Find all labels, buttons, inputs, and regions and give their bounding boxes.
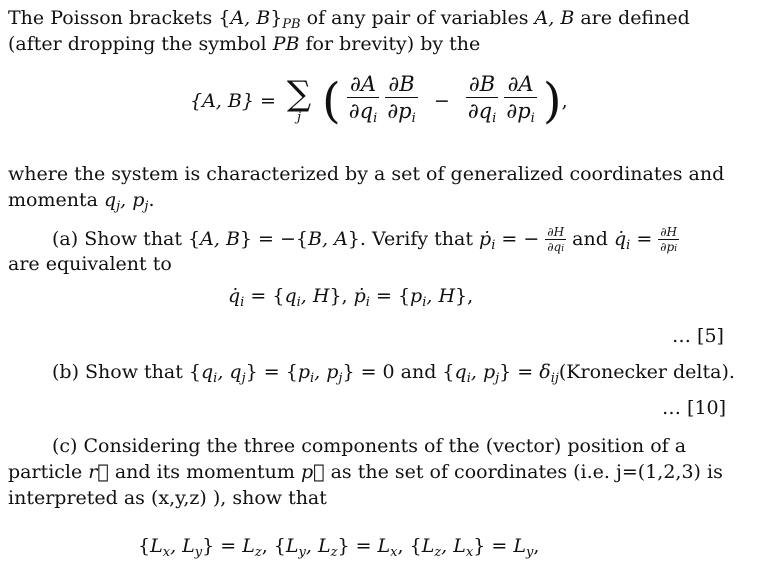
fraction: $\frac{\partial B}{\partial p_i}$	[387, 71, 416, 126]
fraction: $\frac{\partial A}{\partial p_i}$	[506, 71, 535, 126]
intro-line-1: The Poisson brackets {A, $B\}_{PB}$ of any pair of variables A, B are defined	[8, 7, 690, 32]
fraction: $\frac{\partial H}{\partial pi}$	[660, 224, 678, 254]
intro-line-2: (after dropping the symbol PB for brevity) by the	[8, 33, 481, 55]
part-c-line-1: (c) Considering the three components of the (vector) position of a	[52, 435, 687, 457]
system-description-line-1: where the system is characterized by a set of generalized coordinates and	[8, 163, 725, 185]
angular-momentum-brackets: {$L_x$, $L_y\} = L_z$, {$L_y$, $L_z\} = L_x$, {$L_z$, $L_x\} = L_y$,	[138, 535, 540, 560]
part-a-question: (a) Show that {A, B} = −{B, A}. Verify that ṗ$_i$ = − $\frac{\partial H}{\partial qi}$ and $q̇_i$ = $\frac{\partial H}{\partial pi}$	[52, 224, 678, 254]
part-c-line-2: particle r⃗ and its momentum p⃗ as the set of coordinates (i.e. j=(1,2,3) is	[8, 461, 723, 483]
part-b-marks: … [10]	[662, 397, 727, 419]
hamilton-equations: $q̇_i = \{q_i$, H}, ṗ$_i$ = {$p_i$, H},	[228, 285, 474, 310]
poisson-bracket-definition: {A, B} = ∑ j ( $\frac{\partial A}{\partial q_i}$ $\frac{\partial B}{\partial p_i}$ − $\frac{\partial B}{\partial q_i}$ $\frac{\partial A}{\partial p_i}$ ),	[190, 70, 568, 150]
fraction: $\frac{\partial H}{\partial qi}$	[547, 224, 565, 254]
part-c-line-3: interpreted as (x,y,z) ), show that	[8, 487, 327, 509]
part-b-question: (b) Show that {$q_i$, $q_j\} = \{p_i$, $p_j\} = 0$ and {$q_i$, $p_j$} = $\delta_{ij}(Kronecker$ delta).	[52, 361, 735, 386]
part-a-line-2: are equivalent to	[8, 253, 172, 275]
sum-symbol: ∑ j	[286, 74, 312, 125]
system-description-line-2: momenta $q_j$, $p_j$.	[8, 189, 155, 214]
fraction: $\frac{\partial A}{\partial q_i}$	[348, 71, 378, 126]
fraction: $\frac{\partial B}{\partial q_i}$	[467, 71, 497, 126]
part-a-marks: … [5]	[672, 325, 724, 347]
